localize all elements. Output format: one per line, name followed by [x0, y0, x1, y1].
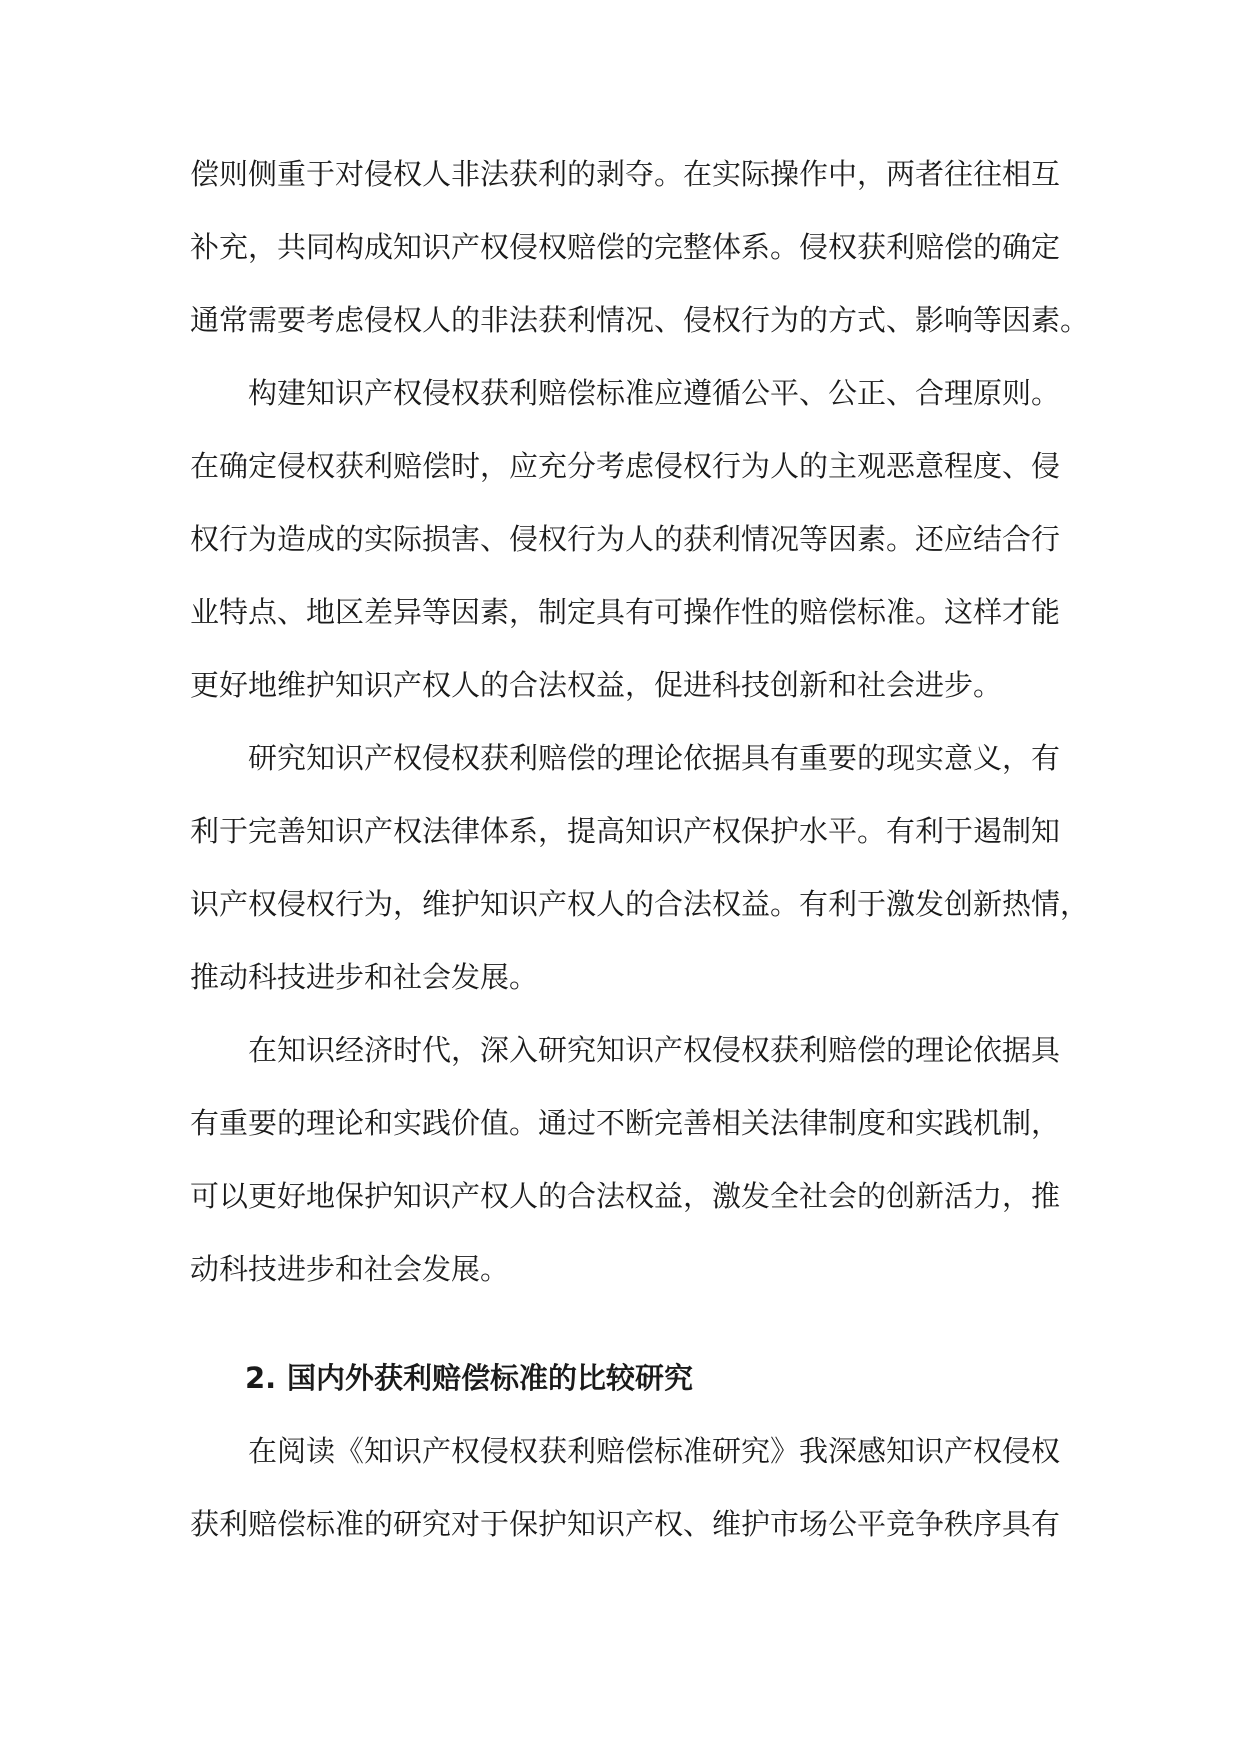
text-line: 业特点、地区差异等因素，制定具有可操作性的赔偿标准。这样才能	[190, 595, 1061, 629]
paragraph	[190, 1415, 1061, 1561]
paragraph	[190, 722, 1090, 1014]
text-line: 可以更好地保护知识产权人的合法权益，激发全社会的创新活力，推	[190, 1179, 1061, 1213]
text-line: 在确定侵权获利赔偿时，应充分考虑侵权行为人的主观恶意程度、侵	[190, 449, 1061, 483]
document-page	[190, 138, 1090, 1561]
paragraph	[190, 357, 1061, 722]
text-line: 研究知识产权侵权获利赔偿的理论依据具有重要的现实意义，有	[248, 741, 1061, 775]
text-line: 在知识经济时代，深入研究知识产权侵权获利赔偿的理论依据具	[248, 1033, 1061, 1067]
text-line: 偿则侧重于对侵权人非法获利的剥夺。在实际操作中，两者往往相互	[190, 157, 1061, 191]
paragraph	[190, 1014, 1061, 1306]
text-line: 更好地维护知识产权人的合法权益，促进科技创新和社会进步。	[190, 668, 1003, 702]
text-line: 补充，共同构成知识产权侵权赔偿的完整体系。侵权获利赔偿的确定	[190, 230, 1061, 264]
text-line: 在阅读《知识产权侵权获利赔偿标准研究》我深感知识产权侵权	[248, 1434, 1061, 1468]
text-line: 权行为造成的实际损害、侵权行为人的获利情况等因素。还应结合行	[190, 522, 1061, 556]
text-line: 有重要的理论和实践价值。通过不断完善相关法律制度和实践机制，	[190, 1106, 1061, 1140]
section-title: 国内外获利赔偿标准的比较研究	[287, 1361, 694, 1395]
text-line: 获利赔偿标准的研究对于保护知识产权、维护市场公平竞争秩序具有	[190, 1507, 1061, 1541]
text-line: 推动科技进步和社会发展。	[190, 960, 539, 994]
section-spacer	[190, 1306, 1052, 1342]
text-line: 动科技进步和社会发展。	[190, 1252, 510, 1286]
text-line: 识产权侵权行为，维护知识产权人的合法权益。有利于激发创新热情，	[190, 887, 1090, 921]
text-line: 通常需要考虑侵权人的非法获利情况、侵权行为的方式、影响等因素。	[190, 303, 1090, 337]
section-heading	[190, 1342, 1052, 1415]
paragraph	[190, 138, 1090, 357]
text-line: 构建知识产权侵权获利赔偿标准应遵循公平、公正、合理原则。	[248, 376, 1061, 410]
section-number: 2.	[245, 1361, 277, 1395]
text-line: 利于完善知识产权法律体系，提高知识产权保护水平。有利于遏制知	[190, 814, 1061, 848]
